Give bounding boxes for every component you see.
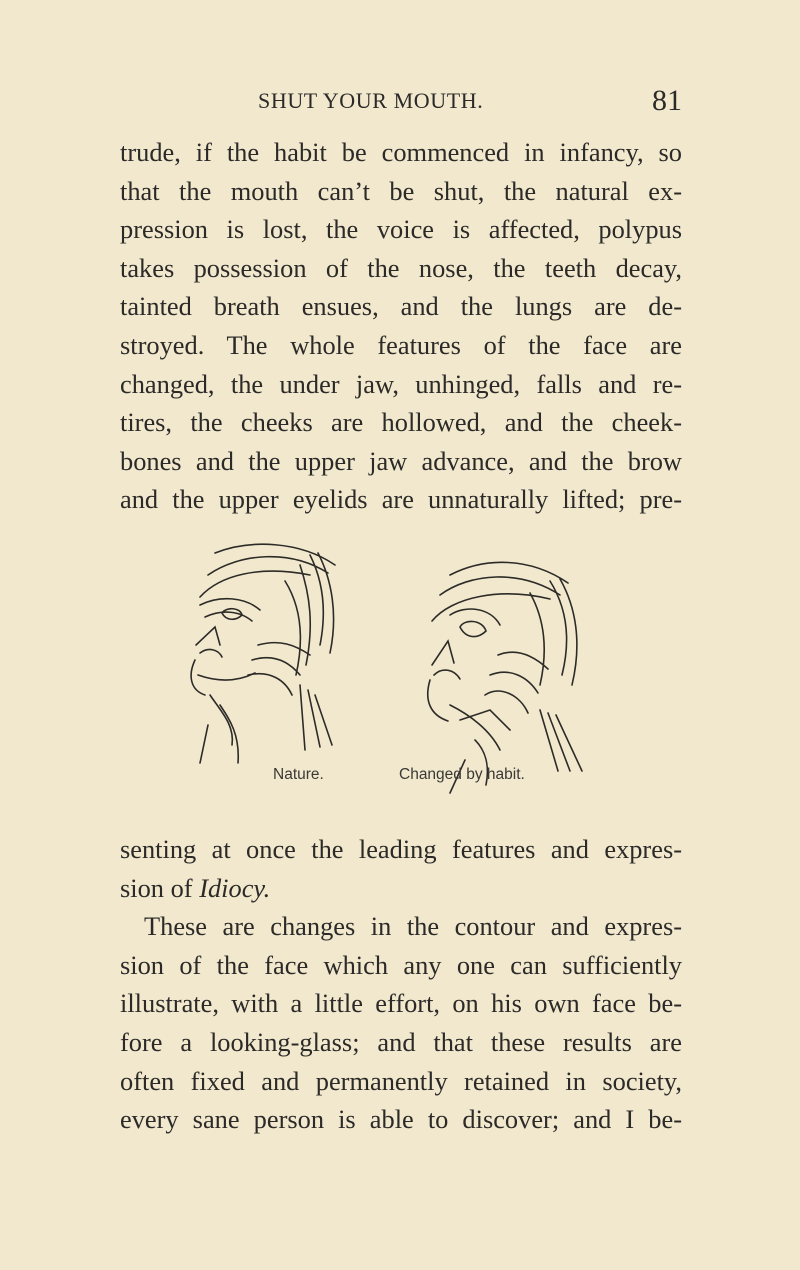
text-line: bones and the upper jaw advance, and the brow	[120, 445, 682, 476]
caption-changed: Changed by habit.	[399, 766, 525, 783]
caption-nature: Nature.	[273, 766, 324, 783]
text-line: stroyed. The whole features of the face are	[120, 329, 682, 360]
paragraph-top	[120, 133, 682, 519]
face-nature-drawing	[160, 535, 390, 765]
text-line: These are changes in the contour and expres-	[144, 911, 682, 942]
text-line: changed, the under jaw, unhinged, falls and re-	[120, 368, 682, 399]
page-header	[258, 84, 682, 118]
text-line: and the upper eyelids are unnaturally lifted; pre-	[120, 484, 682, 515]
text-line: illustrate, with a little effort, on his own face be-	[120, 988, 682, 1019]
text-line: every sane person is able to discover; and I be-	[120, 1104, 682, 1135]
text-line: tainted breath ensues, and the lungs are de-	[120, 291, 682, 322]
running-head: SHUT YOUR MOUTH.	[258, 88, 484, 113]
text-line: pression is lost, the voice is affected, polypus	[120, 214, 682, 245]
text-line: tires, the cheeks are hollowed, and the cheek-	[120, 407, 682, 438]
paragraph-bottom	[120, 830, 682, 1139]
text-line: often fixed and permanently retained in society,	[120, 1065, 682, 1096]
text-line: takes possession of the nose, the teeth decay,	[120, 252, 682, 283]
text-line: sion of the face which any one can sufficiently	[120, 949, 682, 980]
text-line	[120, 869, 682, 908]
text-line: fore a looking-glass; and that these results are	[120, 1026, 682, 1057]
page-number: 81	[652, 84, 682, 117]
text-line: senting at once the leading features and expres-	[120, 834, 682, 864]
text-line: that the mouth can’t be shut, the natural ex-	[120, 175, 682, 206]
text-line: trude, if the habit be commenced in infancy, so	[120, 137, 682, 167]
text-fragment: sion of	[120, 872, 200, 903]
italic-term: Idiocy.	[199, 872, 271, 903]
face-changed-drawing	[390, 535, 630, 795]
face-illustration	[160, 535, 630, 805]
